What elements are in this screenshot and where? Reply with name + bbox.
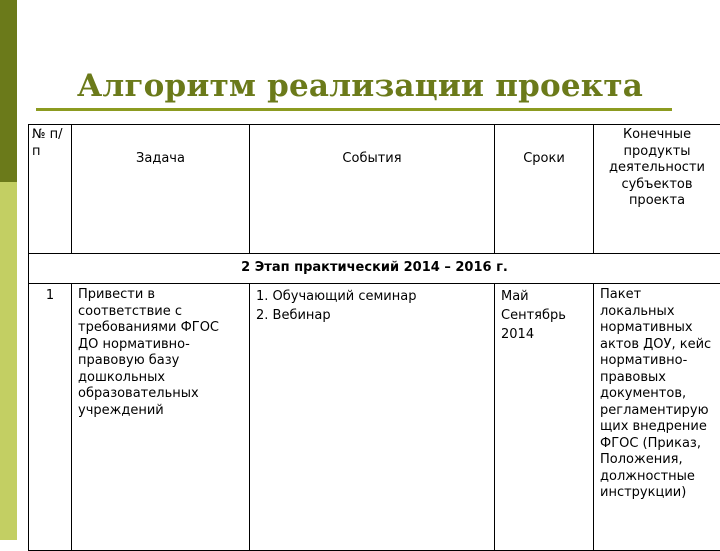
event-item: 1. Обучающий семинар	[256, 287, 488, 306]
row-events	[250, 284, 495, 551]
row-num: 1	[29, 284, 72, 551]
term-item: Май	[501, 287, 587, 306]
header-task: Задача	[72, 125, 250, 254]
slide-title: Алгоритм реализации проекта	[30, 68, 690, 104]
row-terms	[495, 284, 594, 551]
table-row	[29, 284, 720, 551]
stage-label: 2 Этап практический 2014 – 2016 г.	[29, 254, 720, 284]
left-accent-bar-dark	[0, 0, 17, 182]
header-num: № п/п	[29, 125, 72, 254]
header-terms: Сроки	[495, 125, 594, 254]
event-item: 2. Вебинар	[256, 306, 488, 325]
row-task: Привести в соответствие с требованиями ФГОС ДО нормативно-правовую базу дошкольных образовательных учреждений	[72, 284, 250, 551]
row-products: Пакет локальных нормативных актов ДОУ, кейс нормативно-правовых документов, регламентирую щих внедрение ФГОС (Приказ, Положения, должностные инструкции)	[594, 284, 720, 551]
header-events: События	[250, 125, 495, 254]
project-table	[28, 124, 720, 540]
term-item: Сентябрь	[501, 306, 587, 325]
title-underline	[36, 108, 672, 111]
header-products: Конечные продукты деятельности субъектов проекта	[594, 125, 720, 254]
table-header-row	[29, 125, 720, 254]
left-accent-bar-light	[0, 182, 17, 540]
term-item: 2014	[501, 325, 587, 344]
stage-row	[29, 254, 720, 284]
